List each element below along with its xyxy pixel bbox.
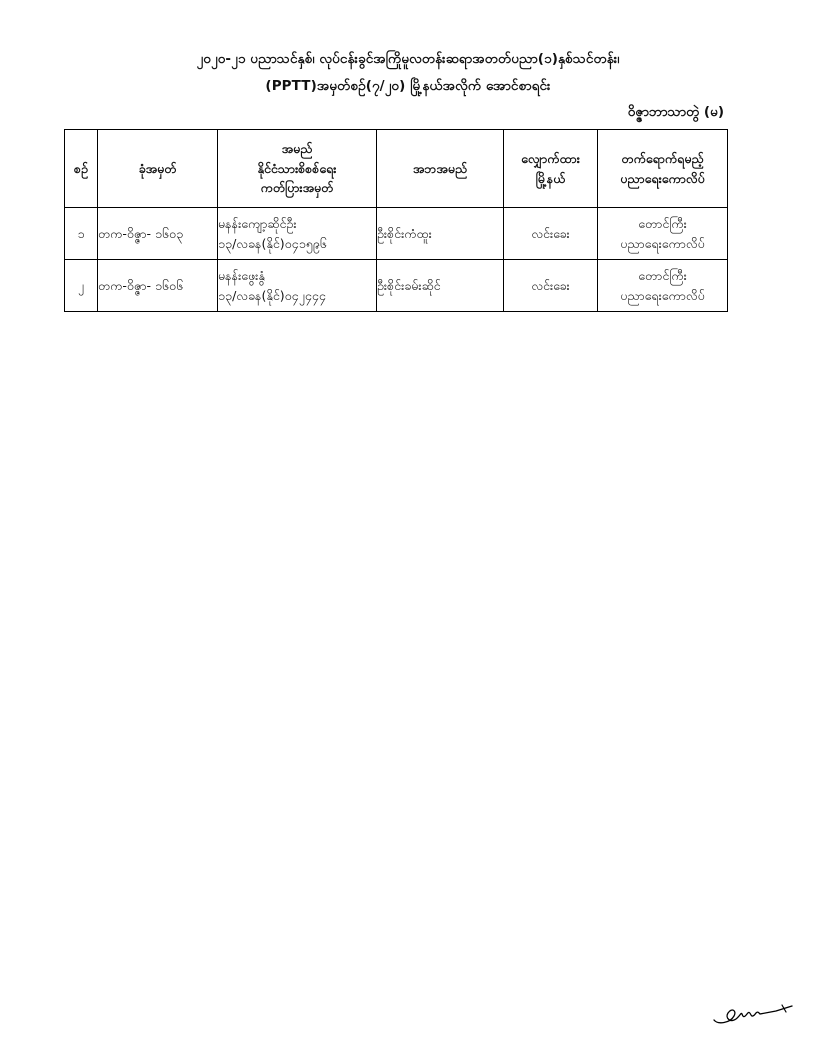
cell-college-line-2: ပညာရေးကောလိပ် (620, 235, 705, 251)
header-township-line-1: လျှောက်ထား (521, 151, 580, 167)
cell-name-nrc (218, 208, 377, 260)
signature (710, 992, 796, 1028)
document-title-line-1: ၂၀၂၀-၂၁ ပညာသင်နှစ်၊ လုပ်ငန်းခွင်အကြိုမူလတန်းဆရာအတတ်ပညာ(၁)နှစ်သင်တန်း၊ (196, 51, 620, 67)
cell-father-name: ဦးစိုင်းကံထူး (377, 208, 504, 260)
header-no: စဉ် (65, 130, 98, 208)
header-name-nrc (218, 130, 377, 208)
cell-college-line-1: တောင်ကြီး (638, 267, 687, 283)
header-township-line-2: မြို့နယ် (535, 170, 566, 186)
table-row (65, 208, 728, 260)
subject-label: ဝိဇ္ဇာဘာသာတွဲ (မ) (627, 104, 724, 120)
cell-name: မနန်းဖွေးနွံ (218, 267, 265, 283)
header-name-nrc-line-3: ကတ်ပြားအမှတ် (260, 180, 334, 196)
cell-roll-no: တက-ဝိဇ္ဇာ- ၁၆၀၆ (98, 260, 218, 312)
header-father-name: အဘအမည် (377, 130, 504, 208)
header-college-line-2: ပညာရေးကောလိပ် (620, 170, 705, 186)
header-college (598, 130, 728, 208)
cell-township: လင်းခေး (504, 208, 598, 260)
header-name-nrc-line-1: အမည် (281, 141, 313, 157)
header-township (504, 130, 598, 208)
cell-name-nrc (218, 260, 377, 312)
cell-roll-no: တက-ဝိဇ္ဇာ- ၁၆၀၃ (98, 208, 218, 260)
results-table (64, 129, 728, 312)
cell-college (598, 260, 728, 312)
cell-nrc: ၁၃/လခန(နိုင်)၀၄၂၄၄၄ (218, 287, 326, 303)
header-roll-no: ခုံအမှတ် (98, 130, 218, 208)
header-name-nrc-line-2: နိုင်ငံသားစိစစ်ရေး (257, 160, 337, 176)
table-header-row (65, 130, 728, 208)
table-row (65, 260, 728, 312)
cell-father-name: ဦးစိုင်းခမ်းဆိုင် (377, 260, 504, 312)
cell-college-line-2: ပညာရေးကောလိပ် (620, 287, 705, 303)
cell-college-line-1: တောင်ကြီး (638, 215, 687, 231)
header-college-line-1: တက်ရောက်ရမည့် (621, 151, 704, 167)
cell-township: လင်းခေး (504, 260, 598, 312)
cell-no: ၂ (65, 260, 98, 312)
cell-college (598, 208, 728, 260)
cell-nrc: ၁၃/လခန(နိုင်)၀၄၁၅၉၆ (218, 235, 327, 251)
cell-no: ၁ (65, 208, 98, 260)
document-title-line-2: (PPTT)အမှတ်စဉ်(၇/၂၀) မြို့နယ်အလိုက် အောင်စာရင်း (265, 78, 551, 94)
cell-name: မနန်းကျော့ဆိုင်ဦး (218, 215, 297, 231)
